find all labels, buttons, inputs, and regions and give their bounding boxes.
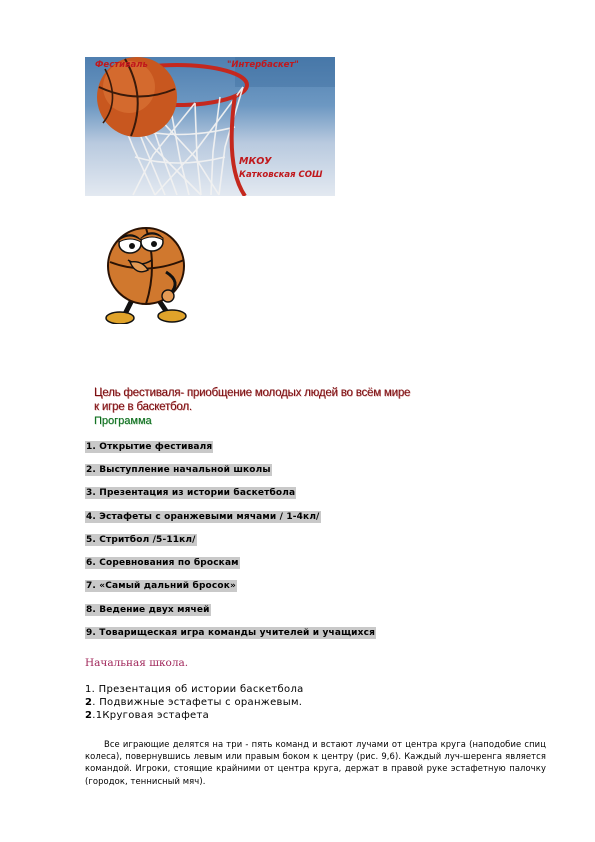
program-item: 9. Товарищеская игра команды учителей и учащихся xyxy=(86,628,376,638)
banner-school-line2: Катковская СОШ xyxy=(239,170,323,180)
section-title: Начальная школа. xyxy=(85,657,189,669)
festival-goal-line1: Цель фестиваля- приобщение молодых людей во всём мире xyxy=(94,387,411,399)
relay-description: Все играющие делятся на три - пять команд и встают лучами от центра круга (наподобие спиц колеса), повернувшись левым или правым боком к центру (рис. 9,6). Каждый луч-шеренга является командой. Игроки, стоящие крайними от центра круга, держат в правой руке эстафетную палочку (городок, теннисный мяч). xyxy=(85,739,546,786)
sub-item-text: Презентация об истории баскетбола xyxy=(95,684,304,695)
banner-school-line1: МКОУ xyxy=(239,156,272,167)
program-item: 8. Ведение двух мячей xyxy=(86,605,210,615)
festival-goal-line2: к игре в баскетбол. xyxy=(94,401,192,413)
program-item: 1. Открытие фестиваля xyxy=(86,442,213,452)
program-item: 3. Презентация из истории баскетбола xyxy=(86,488,296,498)
sub-item xyxy=(85,710,209,722)
sub-item xyxy=(85,684,304,696)
program-item: 2. Выступление начальной школы xyxy=(86,465,271,475)
festival-banner xyxy=(85,57,335,196)
sub-item xyxy=(85,697,302,709)
banner-festival-label: Фестиваль xyxy=(95,60,148,70)
sub-item-number: 2 xyxy=(85,710,93,721)
festival-goal xyxy=(94,386,410,414)
sub-item-text: . Подвижные эстафеты с оранжевым. xyxy=(92,697,303,708)
sub-item-number: 2 xyxy=(85,697,93,708)
program-item: 5. Стритбол /5-11кл/ xyxy=(86,535,196,545)
sub-item-number: 1. xyxy=(85,684,96,695)
banner-festival-name: "Интербаскет" xyxy=(227,60,299,70)
basketball-mascot-icon xyxy=(100,212,192,324)
sub-item-text: .1Круговая эстафета xyxy=(92,710,210,721)
program-heading: Программа xyxy=(94,415,152,427)
program-item: 7. «Самый дальний бросок» xyxy=(86,581,236,591)
program-item: 4. Эстафеты с оранжевыми мячами / 1-4кл/ xyxy=(86,512,320,522)
program-item: 6. Соревнования по броскам xyxy=(86,558,239,568)
